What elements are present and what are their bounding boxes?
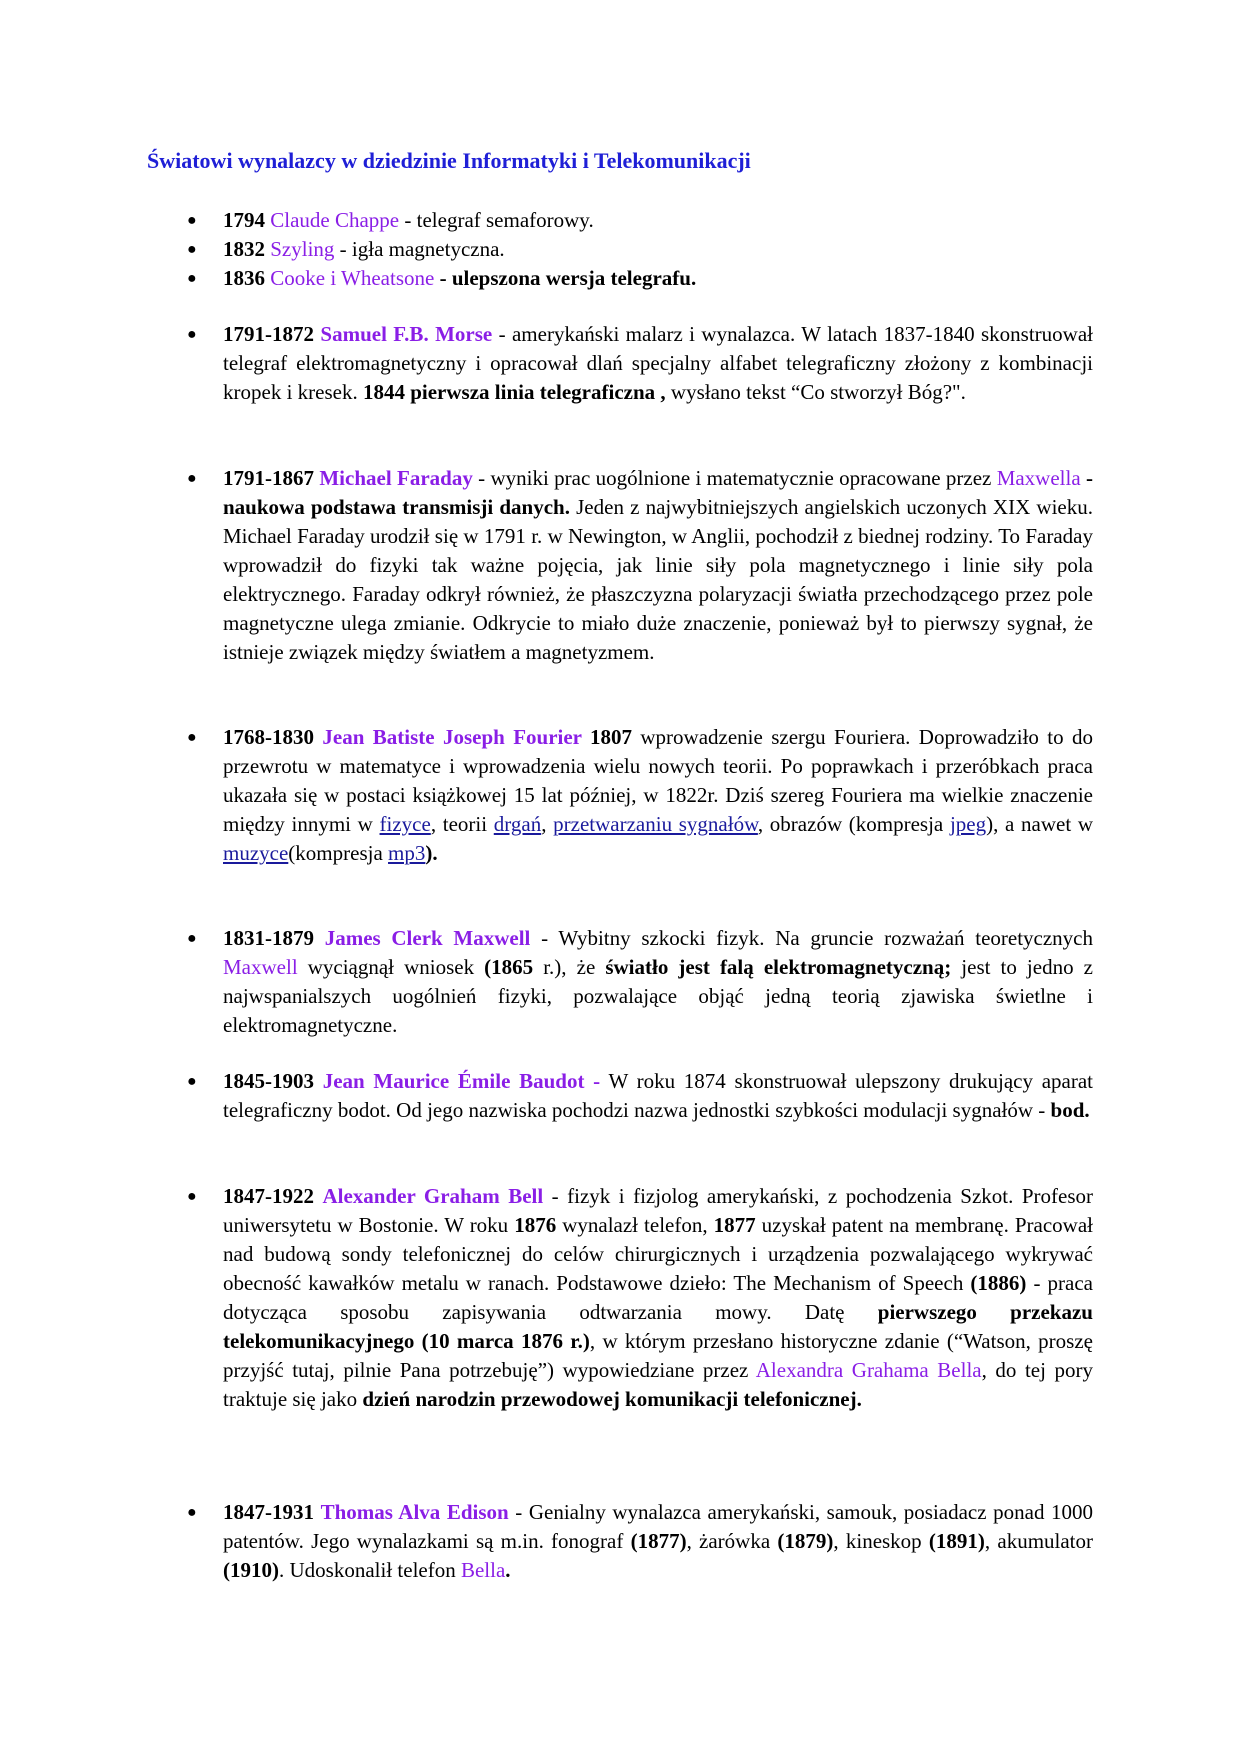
entry-text: 1791-1867 Michael Faraday - wyniki prac uogólnione i matematycznie opracowane przez Maxwella - naukowa podstawa transmisji danych. Jeden z najwybitniejszych angielskich uczonych XIX wieku. Michael Faraday urodził się w 1791 r. w Newington, w Anglii, pochodził z biednej rodziny. To Faraday wprowadził do fizyki tak ważne pojęcia, jak linie siły pola magnetycznego i linie siły pola elektrycznego. Faraday odkrył również, że płaszczyzna polaryzacji światła przechodzącego przez pole magnetyczne ulega zmianie. Odkrycie to miało duże znaczenie, ponieważ był to pierwszy sygnał, że istnieje związek między światłem a magnetyzmem. — [223, 466, 1094, 664]
inventor-name: Jean Maurice Émile Baudot - — [322, 1069, 601, 1093]
bullet-icon: ● — [187, 270, 197, 287]
bullet-icon: ● — [187, 930, 197, 947]
entry-years: 1768-1830 — [223, 725, 314, 749]
entry-text: 1791-1872 Samuel F.B. Morse - amerykański malarz i wynalazca. W latach 1837-1840 skonstruował telegraf elektromagnetyczny i opracował dlań specjalny alfabet telegraficzny złożony z kombinacji kropek i kresek. 1844 pierwsza linia telegraficzna , wysłano tekst “Co stworzył Bóg?". — [223, 322, 1093, 404]
entry-years: 1836 — [223, 266, 265, 290]
inventor-name-ref: Maxwell — [223, 955, 298, 979]
inventor-name-ref: Alexandra Grahama Bella — [755, 1358, 982, 1382]
link-mp3[interactable]: mp3 — [388, 841, 426, 865]
entry-text: 1768-1830 Jean Batiste Joseph Fourier 1807 wprowadzenie szergu Fouriera. Doprowadziło to do przewrotu w matematyce i wprowadzenia wielu nowych teorii. Po poprawkach i przeróbkach praca ukazała się w postaci książkowej 15 lat później, w 1822r. Dziś szereg Fouriera ma wielkie znaczenie między innymi w fizyce, teorii drgań, przetwarzaniu sygnałów, obrazów (kompresja jpeg), a nawet w muzyce(kompresja mp3). — [223, 725, 1094, 865]
inventor-name-ref: Bella — [460, 1558, 506, 1582]
inventor-name: Michael Faraday — [319, 466, 473, 490]
entry-years: 1791-1867 — [223, 466, 314, 490]
inventor-name-ref: Maxwella — [996, 466, 1081, 490]
link-fizyce[interactable]: fizyce — [379, 812, 431, 836]
inventor-name: Alexander Graham Bell — [322, 1184, 544, 1208]
bullet-icon: ● — [187, 212, 197, 229]
bullet-icon: ● — [187, 326, 197, 343]
inventor-name: Samuel F.B. Morse — [320, 322, 493, 346]
entry-years: 1832 — [223, 237, 265, 261]
inventor-name: James Clerk Maxwell — [324, 926, 531, 950]
entry-years: 1847-1922 — [223, 1184, 314, 1208]
page-title: Światowi wynalazcy w dziedzinie Informatyki i Telekomunikacji — [147, 148, 751, 173]
inventor-name: Thomas Alva Edison — [320, 1500, 509, 1524]
inventor-name: Claude Chappe — [270, 208, 400, 232]
bullet-icon: ● — [187, 729, 197, 746]
inventor-name: Cooke i Wheatsone — [270, 266, 435, 290]
bullet-icon: ● — [187, 1073, 197, 1090]
entry-text: 1794 Claude Chappe - telegraf semaforowy. — [223, 208, 594, 232]
link-drgan[interactable]: drgań — [493, 812, 542, 836]
bullet-icon: ● — [187, 241, 197, 258]
link-przetwarzanie-sygnalow[interactable]: przetwarzaniu sygnałów — [553, 812, 758, 836]
entry-text: 1832 Szyling - igła magnetyczna. — [223, 237, 505, 261]
entry-text: 1847-1922 Alexander Graham Bell - fizyk i fizjolog amerykański, z pochodzenia Szkot. Profesor uniwersytetu w Bostonie. W roku 1876 wynalazł telefon, 1877 uzyskał patent na membranę. Pracował nad budową sondy telefonicznej do celów chirurgicznych i urządzenia pozwalającego wykrywać obecność kawałków metalu w ranach. Podstawowe dzieło: The Mechanism of Speech (1886) - praca dotycząca sposobu zapisywania odtwarzania mowy. Datę pierwszego przekazu telekomunikacyjnego (10 marca 1876 r.), w którym przesłano historyczne zdanie (“Watson, proszę przyjść tutaj, pilnie Pana potrzebuję”) wypowiedziane przez Alexandra Grahama Bella, do tej pory traktuje się jako dzień narodzin przewodowej komunikacji telefonicznej. — [223, 1184, 1094, 1411]
entry-text: 1831-1879 James Clerk Maxwell - Wybitny szkocki fizyk. Na gruncie rozważań teoretycznych Maxwell wyciągnął wniosek (1865 r.), że światło jest falą elektromagnetyczną; jest to jedno z najwspanialszych uogólnień fizyki, pozwalające objąć jedną teorią zjawiska świetlne i elektromagnetyczne. — [223, 926, 1094, 1037]
bullet-icon: ● — [187, 470, 197, 487]
inventor-name: Szyling — [270, 237, 335, 261]
link-jpeg[interactable]: jpeg — [949, 812, 987, 836]
bullet-icon: ● — [187, 1188, 197, 1205]
bullet-icon: ● — [187, 1504, 197, 1521]
entry-text: 1845-1903 Jean Maurice Émile Baudot - W roku 1874 skonstruował ulepszony drukujący aparat telegraficzny bodot. Od jego nazwiska pochodzi nazwa jednostki szybkości modulacji sygnałów - bod. — [223, 1069, 1093, 1122]
entry-years: 1845-1903 — [223, 1069, 314, 1093]
entry-years: 1831-1879 — [223, 926, 314, 950]
entry-years: 1794 — [223, 208, 265, 232]
entry-years: 1791-1872 — [223, 322, 314, 346]
entry-text: 1836 Cooke i Wheatsone - ulepszona wersja telegrafu. — [223, 266, 697, 290]
link-muzyce[interactable]: muzyce — [223, 841, 289, 865]
entry-text: 1847-1931 Thomas Alva Edison - Genialny wynalazca amerykański, samouk, posiadacz ponad 1000 patentów. Jego wynalazkami są m.in. fonograf (1877), żarówka (1879), kineskop (1891), akumulator (1910). Udoskonalił telefon Bella. — [223, 1500, 1094, 1582]
entry-years: 1847-1931 — [223, 1500, 314, 1524]
inventor-name: Jean Batiste Joseph Fourier — [322, 725, 582, 749]
